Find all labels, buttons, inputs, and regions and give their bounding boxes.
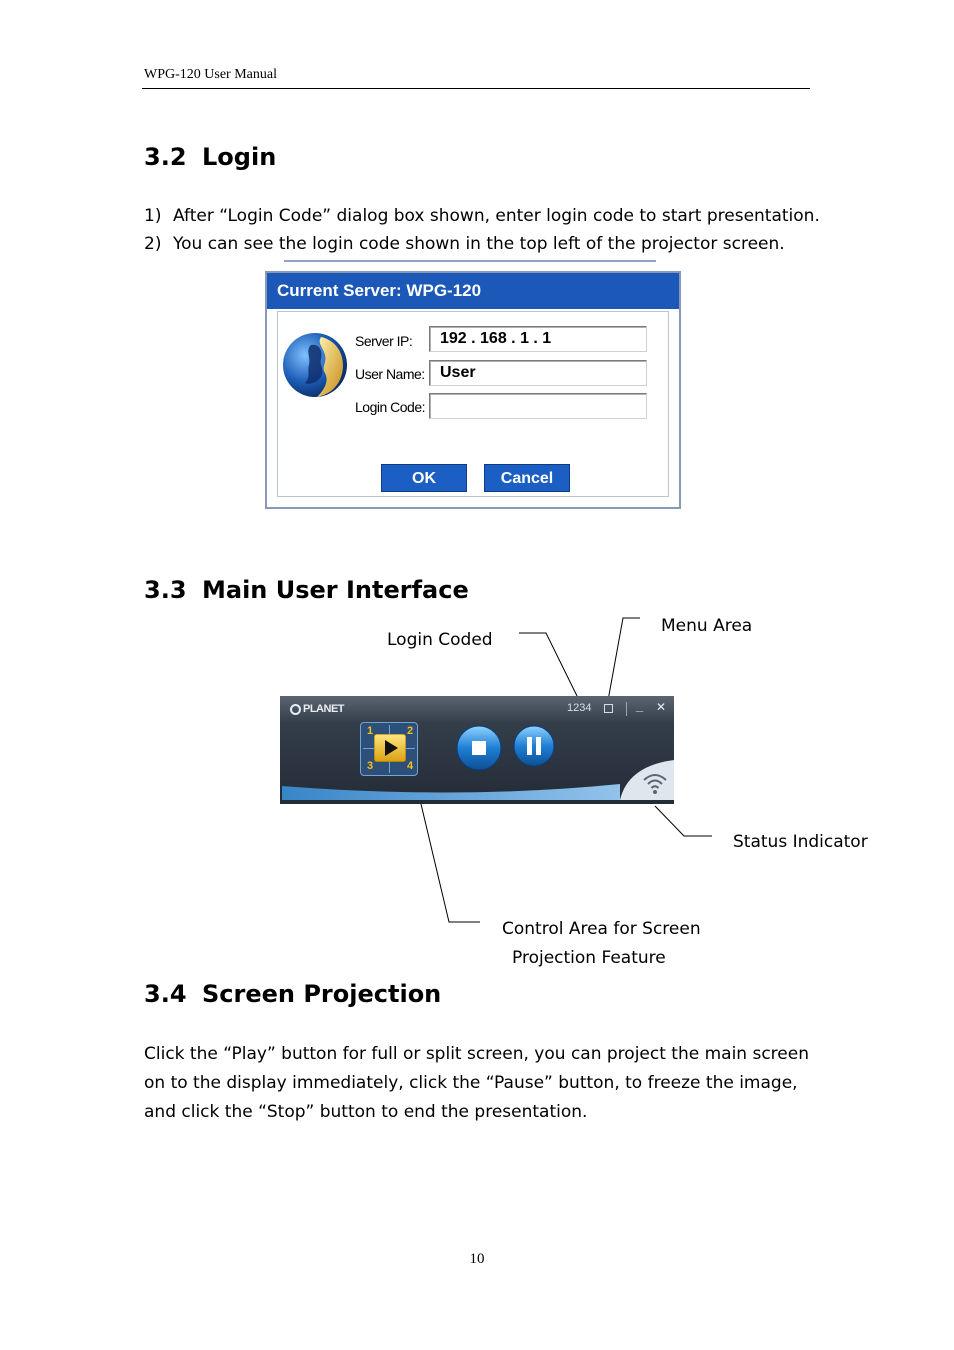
split-2-button[interactable]: 2 xyxy=(407,725,414,737)
list-index: 2) xyxy=(144,234,162,254)
planet-logo-icon xyxy=(290,704,301,715)
list-text: After “Login Code” dialog box shown, enter login code to start presentation. xyxy=(173,206,820,226)
stop-button[interactable] xyxy=(456,725,502,771)
split-3-button[interactable]: 3 xyxy=(367,760,374,772)
pause-button[interactable] xyxy=(513,725,555,767)
planet-logo xyxy=(290,703,350,719)
login-code-label: Login Code: xyxy=(355,399,426,415)
section-heading-projection xyxy=(144,980,441,1008)
section-title: Screen Projection xyxy=(202,980,442,1008)
minimize-button[interactable]: _ xyxy=(636,698,644,713)
page-number: 10 xyxy=(469,1251,485,1267)
callout-control-area-line1: Control Area for Screen xyxy=(502,919,701,939)
running-header: WPG-120 User Manual xyxy=(144,67,277,82)
cancel-button[interactable]: Cancel xyxy=(484,464,570,492)
split-1-button[interactable]: 1 xyxy=(367,725,374,737)
callout-menu-area: Menu Area xyxy=(661,616,753,636)
list-index: 1) xyxy=(144,206,162,226)
section-number: 3.3 xyxy=(144,576,187,604)
ok-button[interactable]: OK xyxy=(381,464,467,492)
close-button[interactable]: ✕ xyxy=(656,700,667,714)
callout-control-area-line2: Projection Feature xyxy=(512,948,666,968)
split-screen-panel xyxy=(360,722,418,776)
server-ip-field[interactable]: 192 . 168 . 1 . 1 xyxy=(429,326,647,352)
callout-login-coded: Login Coded xyxy=(387,630,493,650)
menu-icon[interactable] xyxy=(604,704,613,713)
projector-toolbar xyxy=(280,696,674,804)
section-number: 3.2 xyxy=(144,143,187,171)
projection-paragraph: Click the “Play” button for full or split screen, you can project the main screen on to the display immediately, click the “Pause” button, to freeze the image, and click the “Stop” button to end the presentation. xyxy=(144,1044,809,1122)
list-text: You can see the login code shown in the top left of the projector screen. xyxy=(173,234,785,254)
play-button[interactable] xyxy=(374,734,406,762)
wifi-status-icon xyxy=(641,770,669,796)
server-ip-label: Server IP: xyxy=(355,333,413,349)
split-4-button[interactable]: 4 xyxy=(407,760,414,772)
brand-text: PLANET xyxy=(303,703,344,715)
section-title: Login xyxy=(202,143,277,171)
section-number: 3.4 xyxy=(144,980,187,1008)
user-name-label: User Name: xyxy=(355,366,425,382)
user-name-field[interactable]: User xyxy=(429,360,647,386)
title-divider xyxy=(626,702,627,716)
callout-status-indicator: Status Indicator xyxy=(733,832,868,852)
login-code-display: 1234 xyxy=(567,702,592,714)
dialog-title: Current Server: WPG-120 xyxy=(267,273,679,309)
section-title: Main User Interface xyxy=(202,576,469,604)
